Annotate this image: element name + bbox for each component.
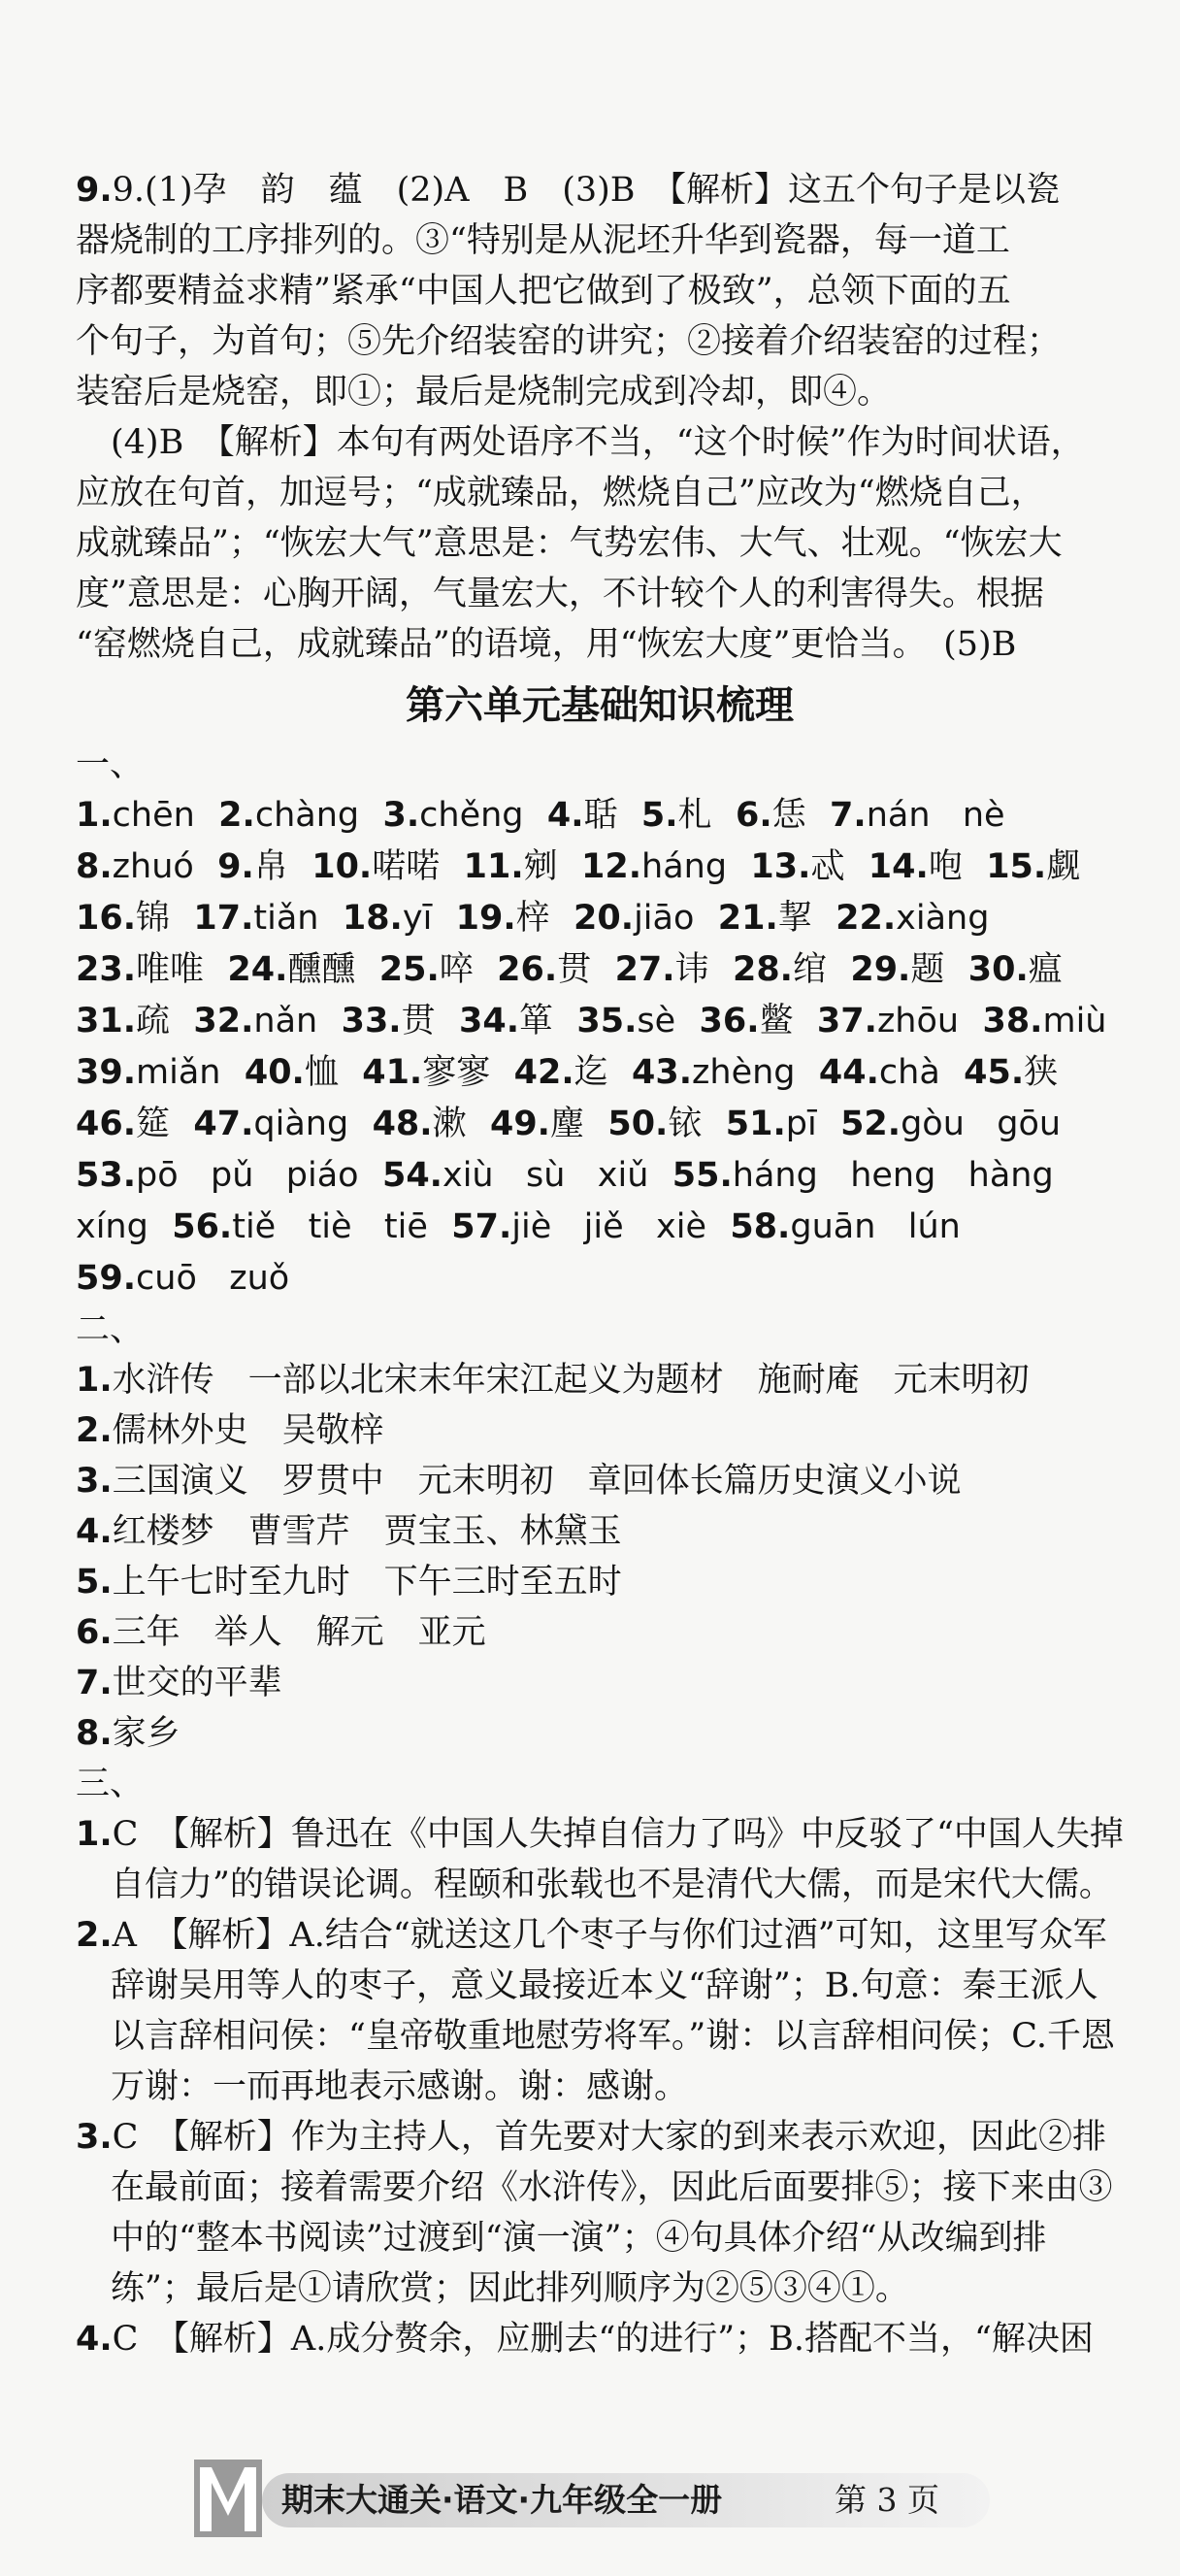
item-number: 56. [148,1207,233,1246]
item-number: 12. [557,847,642,886]
item-number: 57. [427,1207,512,1246]
item-number: 13. [727,847,811,886]
item-number: 9. [193,847,254,886]
item-answer: miǎn [136,1053,221,1092]
item-answer: 寥寥 [422,1053,491,1092]
item-answer: 瘟 [1028,950,1063,989]
item-number: 54. [358,1156,442,1195]
item-answer: 鳖 [759,1002,794,1040]
pinyin-row [76,893,1124,944]
literature-item: 2.儒林外史 吴敬梓 [76,1411,384,1450]
section-heading-1: 一、 [76,745,145,784]
item-number: 16. [76,899,137,938]
pinyin-row [76,1202,1124,1253]
item-number: 45. [939,1053,1025,1092]
pinyin-grid [76,790,1124,1305]
item-number: 26. [473,950,558,989]
item-number: 42. [490,1053,574,1092]
item-number: 37. [793,1002,877,1040]
item-answer: chēn [112,796,195,835]
item-answer: 觑 [1046,847,1081,886]
item-number: 35. [553,1002,638,1040]
item-answer: 锦 [136,899,171,938]
pinyin-row [76,1150,1124,1202]
pinyin-row [76,842,1124,893]
item-answer: cuō zuǒ [136,1259,290,1298]
item-number: 34. [435,1002,519,1040]
item-answer: qiàng [253,1105,349,1143]
literature-item: 5.上午七时至九时 下午三时至五时 [76,1563,622,1602]
section-heading-2: 二、 [76,1310,145,1349]
item-answer: 疏 [136,1002,171,1040]
q9-line: 应放在句首，加逗号；“成就臻品，燃烧自己”应改为“燃烧自己， [76,474,1045,512]
item-number: 18. [318,899,403,938]
pinyin-row [76,1253,1124,1305]
item-answer: pī [785,1105,817,1143]
item-answer: chěng [419,796,524,835]
item-number: 32. [170,1002,254,1040]
item-answer: 忒 [810,847,845,886]
item-number: 24. [204,950,288,989]
item-number: 27. [591,950,675,989]
item-number: 33. [317,1002,402,1040]
pinyin-row [76,1047,1124,1099]
section-title: 第六单元基础知识梳理 [406,683,794,728]
item-number: 19. [432,899,516,938]
item-number: 20. [549,899,635,938]
item-number: 39. [76,1053,137,1092]
item-answer: 铱 [668,1105,703,1143]
item-answer: 帛 [253,847,288,886]
item-answer: zhuó [112,847,194,886]
q9-line: (4)B 【解析】本句有两处语序不当，“这个时候”作为时间状语， [111,423,1085,462]
item-answer: 绾 [792,950,827,989]
item-answer: 麈 [549,1105,584,1143]
analysis-item: 3.C 【解析】作为主持人，首先要对大家的到来表示欢迎，因此②排在最前面；接着需要介绍《水浒传》，因此后面要排⑤；接下来由③中的“整本书阅读”过渡到“演一演”；④句具体介绍“从改编到排练”；最后是①请欣赏；因此排列顺序为②⑤③④①。 [76,2118,1113,2308]
item-answer: 挈 [777,899,812,938]
item-answer: 喏喏 [372,847,441,886]
pinyin-row [76,944,1124,996]
item-number: 36. [675,1002,760,1040]
item-answer: tiǎn [253,899,319,938]
item-answer: yī [402,899,433,938]
item-number: 21. [694,899,778,938]
item-number: 3. [359,796,420,835]
item-number: 10. [287,847,373,886]
item-answer: 漱 [432,1105,467,1143]
analysis-item: 1.C 【解析】鲁迅在《中国人失掉自信力了吗》中反驳了“中国人失掉自信力”的错误论调。程颐和张载也不是清代大儒，而是宋代大儒。 [76,1815,1124,1904]
literature-item: 6.三年 举人 解元 亚元 [76,1613,486,1652]
item-answer: sè [637,1002,676,1040]
item-answer: chàng [254,796,360,835]
item-answer: 恁 [771,796,806,835]
item-answer: zhōu [876,1002,960,1040]
item-answer: zhèng [692,1053,796,1092]
item-number: 7. [805,796,867,835]
literature-list [76,1355,1124,1759]
book-logo-icon [190,2454,266,2541]
item-number: 46. [76,1105,137,1143]
item-number: 38. [959,1002,1043,1040]
item-number: 8. [76,847,113,886]
item-answer: 狭 [1024,1053,1059,1092]
literature-item: 8.家乡 [76,1714,180,1753]
item-answer: jiè jiě xiè [511,1207,706,1246]
q9-line: 序都要精益求精”紧承“中国人把它做到了极致”，总领下面的五 [76,272,1011,311]
item-answer: 梓 [515,899,550,938]
item-answer: 箪 [519,1002,554,1040]
pinyin-row [76,790,1124,842]
item-answer: 迄 [574,1053,608,1092]
item-number: 53. [76,1156,137,1195]
item-number: 23. [76,950,137,989]
item-number: 55. [648,1156,733,1195]
item-answer: 贯 [401,1002,436,1040]
analysis-item: 4.C 【解析】A.成分赘余，应删去“的进行”；B.搭配不当，“解决困 [76,2320,1094,2359]
item-answer: nán nè [866,796,1005,835]
footer-book-title: 期末大通关·语文·九年级全一册 [281,2481,723,2519]
item-number: 41. [338,1053,423,1092]
item-number: 17. [170,899,254,938]
section-heading-3: 三、 [76,1765,145,1803]
item-answer: 题 [910,950,945,989]
item-number: 49. [466,1105,550,1143]
q9-line: 器烧制的工序排列的。③“特别是从泥坯升华到瓷器，每一道工 [76,221,1010,260]
item-number: 6. [711,796,772,835]
item-number: 50. [583,1105,669,1143]
item-number: 11. [440,847,524,886]
item-number: 28. [708,950,793,989]
item-answer: xiù sù xiǔ [442,1156,649,1195]
item-number: 47. [170,1105,254,1143]
literature-item: 4.红楼梦 曹雪芹 贾宝玉、林黛玉 [76,1512,622,1551]
q9-line: 个句子，为首句；⑤先介绍装窑的讲究；②接着介绍装窑的过程； [76,322,1062,361]
item-number: 4. [523,796,584,835]
item-number: 29. [826,950,911,989]
item-number: 52. [816,1105,901,1143]
footer-page-number: 第 3 页 [835,2481,939,2519]
item-answer: 唯唯 [136,950,205,989]
item-number: 25. [355,950,440,989]
item-number: 15. [962,847,1047,886]
page-content [76,165,1124,2364]
item-answer: nǎn [253,1002,318,1040]
item-number: 43. [607,1053,693,1092]
item-answer: jiāo [634,899,695,938]
item-answer: xíng [76,1207,148,1246]
item-answer: 啐 [439,950,474,989]
item-answer: 贯 [557,950,592,989]
analysis-list [76,1809,1124,2364]
item-answer: 恤 [304,1053,339,1092]
item-number: 31. [76,1002,137,1040]
q9-line: 成就臻品”；“恢宏大气”意思是：气势宏伟、大气、壮观。“恢宏大 [76,524,1063,563]
item-answer: xiàng [896,899,990,938]
item-answer: miù [1042,1002,1107,1040]
analysis-item: 2.A 【解析】A.结合“就送这几个枣子与你们过酒”可知，这里写众军辞谢吴用等人的枣子，意义最接近本义“辞谢”；B.句意：秦王派人以言辞相问侯：“皇帝敬重地慰劳将军。”谢：以言辞相问侯；C.千恩万谢：一而再地表示感谢。谢：感谢。 [76,1916,1115,2106]
item-number: 58. [705,1207,791,1246]
q9-line: 9.9.(1)孕 韵 蕴 (2)A B (3)B 【解析】这五个句子是以瓷 [76,171,1061,210]
item-answer: háng [641,847,728,886]
item-answer: 札 [677,796,712,835]
item-answer: 筵 [136,1105,171,1143]
item-number: 59. [76,1259,137,1298]
item-number: 40. [220,1053,305,1092]
item-answer: háng heng hàng [732,1156,1054,1195]
item-answer: 醺醺 [287,950,356,989]
item-number: 51. [702,1105,786,1143]
item-answer: chà [878,1053,940,1092]
item-answer: guān lún [790,1207,961,1246]
item-answer: 讳 [674,950,709,989]
item-number: 1. [76,796,113,835]
q9-line: 装窑后是烧窑，即①；最后是烧制完成到冷却，即④。 [76,373,892,412]
literature-item: 3.三国演义 罗贯中 元末明初 章回体长篇历史演义小说 [76,1462,962,1501]
item-number: 14. [844,847,929,886]
item-answer: 咆 [928,847,963,886]
pinyin-row [76,996,1124,1047]
item-answer: 聒 [583,796,618,835]
item-number: 22. [811,899,897,938]
item-answer: tiě tiè tiē [232,1207,428,1246]
item-number: 48. [348,1105,433,1143]
item-number: 30. [944,950,1029,989]
q9-line: “窑燃烧自己，成就臻品”的语境，用“恢宏大度”更恰当。 (5)B [76,625,1017,664]
item-answer: pō pǔ piáo [136,1156,359,1195]
item-number: 5. [617,796,678,835]
item-number: 2. [194,796,255,835]
literature-item: 7.世交的平辈 [76,1664,282,1702]
q9-line: 度”意思是：心胸开阔，气量宏大，不计较个人的利害得失。根据 [76,575,1044,613]
pinyin-row [76,1099,1124,1150]
item-answer: gòu gōu [901,1105,1062,1143]
item-number: 44. [795,1053,879,1092]
item-answer: 剜 [523,847,558,886]
literature-item: 1.水浒传 一部以北宋末年宋江起义为题材 施耐庵 元末明初 [76,1361,1030,1400]
